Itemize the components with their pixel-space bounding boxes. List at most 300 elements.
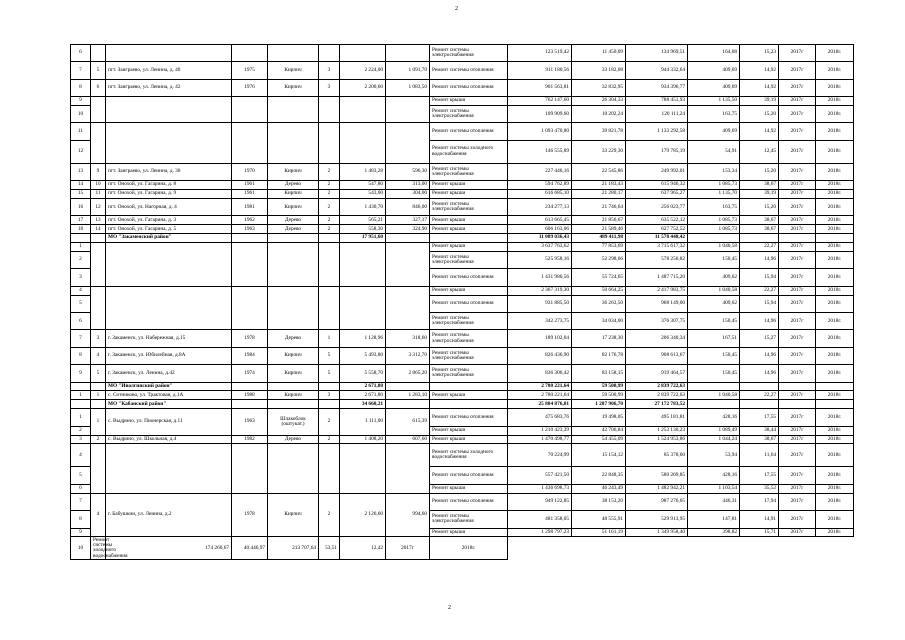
- cell-cost-total: 944 332,64: [626, 62, 688, 79]
- cell-floors: 2: [319, 409, 340, 435]
- cell-cost-control: 77 853,69: [572, 243, 626, 252]
- cell-build-year: [232, 243, 268, 287]
- cell-address: пгт. Заиграево, ул. Ленина, д. 30: [106, 163, 232, 180]
- cell-work-type: Ремонт системы отопления: [430, 269, 508, 286]
- cell-cost-control: 34 034,00: [572, 313, 626, 330]
- cell-cost-total: 1 253 130,23: [626, 426, 688, 435]
- cell-cost-total: 3 715 617,32: [626, 243, 688, 252]
- cell-unit-control: 14,96: [740, 365, 779, 382]
- cell-floors: [319, 243, 340, 287]
- cell-address: пгт. Заиграево, ул. Ленина, д. 42: [106, 79, 232, 96]
- cell-unit-cost: 1 135,70: [688, 190, 740, 199]
- cell-house-num: 9: [91, 163, 106, 180]
- cell-house-num: 13: [91, 216, 106, 225]
- cell-build-year: 1970: [232, 163, 268, 180]
- cell-cost-fund: 901 563,81: [508, 79, 572, 96]
- cell-house-num: [91, 97, 106, 123]
- cell-end-year: 2018г.: [816, 365, 854, 382]
- cell-unit-control: 22,27: [740, 243, 779, 252]
- table-row: [71, 391, 854, 400]
- cell-cost-control: 17 238,30: [572, 330, 626, 347]
- cell-unit-control: 15,20: [740, 106, 779, 123]
- cell-unit-control: 14,92: [740, 62, 779, 79]
- cell-house-num: [91, 243, 106, 287]
- cell-unit-cost: 1 044,24: [688, 435, 740, 444]
- cell-house-num: [91, 45, 106, 62]
- cell-cost-fund: 594 762,89: [508, 181, 572, 190]
- cell-cost-total: 2 839 722,63: [626, 382, 688, 391]
- cell-unit-cost: 446,31: [688, 493, 740, 510]
- cell-address: МО "Закаменский район": [106, 234, 232, 243]
- cell-build-year: 1963: [232, 225, 268, 234]
- cell-cost-control: 33 229,30: [572, 140, 626, 163]
- cell-living-area: 596,30: [386, 163, 430, 180]
- cell-address: г. Закаменск, ул. Юбилейная, д.8А: [106, 347, 232, 364]
- cell-unit-control: 12,45: [740, 140, 779, 163]
- cell-unit-control: 17,94: [740, 493, 779, 510]
- cell-start-year: 2017г: [779, 97, 816, 106]
- cell-unit-cost: 409,69: [688, 62, 740, 79]
- table-row: [71, 537, 854, 560]
- page-number-bottom: 2: [448, 605, 451, 611]
- cell-end-year: [816, 400, 854, 409]
- cell-work-type: Ремонт системы отопления: [430, 467, 508, 484]
- cell-cost-fund: 2 780 221,64: [508, 391, 572, 400]
- cell-start-year: 2017г: [779, 391, 816, 400]
- cell-unit-cost: 53,94: [688, 444, 740, 467]
- cell-cost-control: 32 832,95: [572, 79, 626, 96]
- cell-total-area: [340, 286, 386, 330]
- cell-row-num: 1: [71, 391, 91, 400]
- cell-build-year: 1976: [232, 79, 268, 96]
- cell-cost-total: 2 417 983,75: [626, 286, 688, 295]
- cell-end-year: 2018г.: [816, 251, 854, 268]
- cell-house-num: 5: [91, 365, 106, 382]
- cell-cost-control: 15 154,12: [572, 444, 626, 467]
- cell-row-num: 8: [71, 79, 91, 96]
- cell-address: г. Бабушкин, ул. Ленина, д.2: [106, 493, 232, 537]
- table-row: [71, 163, 854, 180]
- cell-row-num: [71, 234, 91, 243]
- cell-cost-control: 21 183,43: [572, 181, 626, 190]
- cell-work-type: Ремонт системы электроснабжения: [430, 347, 508, 364]
- cell-house-num: 1: [91, 409, 106, 435]
- cell-floors: [319, 286, 340, 330]
- cell-row-num: 5: [71, 467, 91, 484]
- cell-work-type: Ремонт системы электроснабжения: [430, 330, 508, 347]
- cell-start-year: 2017г: [779, 45, 816, 62]
- cell-floors: 2: [319, 181, 340, 190]
- cell-start-year: 2017г: [779, 444, 816, 467]
- cell-house-num: [91, 123, 106, 163]
- cell-cost-control: 21 589,46: [572, 225, 626, 234]
- cell-unit-cost: 164,08: [688, 45, 740, 62]
- cell-cost-control: 40 446,97: [232, 537, 268, 560]
- cell-total-area: 34 660,21: [340, 400, 386, 409]
- cell-total-area: [340, 45, 386, 62]
- cell-living-area: [386, 97, 430, 123]
- cell-total-area: 2 200,60: [340, 79, 386, 96]
- cell-living-area: [386, 286, 430, 330]
- cell-row-num: 3: [71, 435, 91, 444]
- cell-end-year: [816, 382, 854, 391]
- cell-cost-fund: 1 431 980,56: [508, 269, 572, 286]
- cell-build-year: [232, 400, 268, 409]
- cell-unit-cost: 428,16: [688, 467, 740, 484]
- table-row: [71, 286, 854, 295]
- cell-house-num: [91, 234, 106, 243]
- cell-row-num: 6: [71, 484, 91, 493]
- cell-start-year: 2017г: [779, 365, 816, 382]
- cell-cost-fund: 234 277,13: [508, 199, 572, 216]
- cell-start-year: 2017г: [779, 493, 816, 510]
- cell-unit-cost: 163,75: [688, 199, 740, 216]
- cell-cost-fund: 481 358,05: [508, 511, 572, 528]
- cell-work-type: Ремонт системы отопления: [430, 79, 508, 96]
- cell-unit-control: 38,67: [740, 216, 779, 225]
- cell-start-year: 2017г: [779, 106, 816, 123]
- cell-row-num: 4: [71, 444, 91, 467]
- cell-cost-total: 1 133 292,58: [626, 123, 688, 140]
- cell-address: [106, 444, 232, 493]
- cell-cost-fund: 70 224,99: [508, 444, 572, 467]
- cell-work-type: Ремонт системы отопления: [430, 295, 508, 312]
- table-row: [71, 493, 854, 510]
- cell-unit-control: 39,19: [740, 190, 779, 199]
- cell-end-year: 2018г.: [816, 444, 854, 467]
- table-row: [71, 97, 854, 106]
- cell-work-type: Ремонт системы электроснабжения: [430, 106, 508, 123]
- cell-start-year: 2017г: [779, 347, 816, 364]
- cell-cost-control: 1 287 906,70: [572, 400, 626, 409]
- cell-unit-cost: 150,45: [688, 347, 740, 364]
- cell-end-year: 2018г.: [816, 347, 854, 364]
- cell-work-type: Ремонт крыши: [430, 181, 508, 190]
- cell-unit-cost: 1 103,54: [688, 484, 740, 493]
- cell-row-num: 9: [71, 97, 91, 106]
- cell-row-num: 16: [71, 199, 91, 216]
- cell-unit-cost: 150,45: [688, 251, 740, 268]
- cell-cost-total: 627 752,52: [626, 225, 688, 234]
- cell-row-num: 4: [71, 286, 91, 295]
- cell-house-num: 11: [91, 190, 106, 199]
- cell-wall-material: [268, 45, 319, 62]
- cell-row-num: 1: [71, 409, 91, 426]
- cell-floors: 2: [319, 435, 340, 444]
- cell-cost-fund: 25 884 876,81: [508, 400, 572, 409]
- cell-wall-material: Кирпич: [268, 190, 319, 199]
- cell-cost-total: 85 378,60: [626, 444, 688, 467]
- cell-cost-total: 529 913,95: [626, 511, 688, 528]
- cell-row-num: 9: [71, 528, 91, 537]
- cell-living-area: 994,60: [386, 493, 430, 537]
- cell-cost-control: 48 555,91: [572, 511, 626, 528]
- cell-start-year: 2017г: [779, 330, 816, 347]
- cell-row-num: [71, 400, 91, 409]
- cell-start-year: 2017г: [779, 295, 816, 312]
- table-row: [71, 234, 854, 243]
- cell-unit-cost: 163,75: [688, 106, 740, 123]
- cell-cost-control: 38 153,20: [572, 493, 626, 510]
- cell-wall-material: [268, 444, 319, 493]
- cell-start-year: 2017г: [779, 467, 816, 484]
- cell-living-area: 615,39: [386, 409, 430, 435]
- cell-work-type: Ремонт системы электроснабжения: [430, 199, 508, 216]
- cell-address: [106, 97, 232, 123]
- cell-cost-control: 59 500,99: [572, 391, 626, 400]
- cell-build-year: [232, 97, 268, 123]
- cell-wall-material: Кирпич: [268, 79, 319, 96]
- cell-cost-fund: 525 958,16: [508, 251, 572, 268]
- cell-unit-cost: 1 135,50: [688, 97, 740, 106]
- cell-work-type: Ремонт системы отопления: [430, 123, 508, 140]
- cell-unit-control: 14,92: [740, 79, 779, 96]
- cell-cost-fund: 1 093 470,80: [508, 123, 572, 140]
- cell-build-year: 1963: [232, 409, 268, 435]
- cell-wall-material: Дерево: [268, 330, 319, 347]
- cell-cost-total: 11 578 448,42: [626, 234, 688, 243]
- cell-unit-cost: 54,91: [688, 140, 740, 163]
- cell-unit-cost: 1 085,73: [688, 225, 740, 234]
- cell-wall-material: [268, 382, 319, 391]
- cell-wall-material: Дерево: [268, 225, 319, 234]
- cell-total-area: 2 224,00: [340, 62, 386, 79]
- cell-end-year: 2018г.: [816, 163, 854, 180]
- cell-wall-material: Дерево: [268, 181, 319, 190]
- cell-row-num: 15: [71, 190, 91, 199]
- cell-start-year: 2017г: [779, 140, 816, 163]
- cell-work-type: Ремонт системы электроснабжения: [430, 365, 508, 382]
- table-row: [71, 79, 854, 96]
- cell-unit-control: 15,20: [740, 199, 779, 216]
- cell-house-num: 5: [91, 62, 106, 79]
- cell-cost-fund: 109 909,60: [508, 106, 572, 123]
- cell-living-area: 1 091,70: [386, 62, 430, 79]
- cell-build-year: [232, 123, 268, 163]
- cell-total-area: [340, 444, 386, 493]
- cell-unit-cost: 409,62: [688, 295, 740, 312]
- cell-work-type: Ремонт крыши: [430, 97, 508, 106]
- cell-cost-control: 82 176,78: [572, 347, 626, 364]
- cell-work-type: Ремонт системы электроснабжения: [430, 163, 508, 180]
- cell-wall-material: [268, 234, 319, 243]
- cell-house-num: [91, 400, 106, 409]
- cell-living-area: 324,90: [386, 225, 430, 234]
- cell-wall-material: Кирпич: [268, 347, 319, 364]
- cell-cost-total: 580 269,85: [626, 467, 688, 484]
- cell-end-year: 2018г.: [816, 140, 854, 163]
- cell-build-year: [232, 286, 268, 330]
- cell-build-year: 1982: [232, 435, 268, 444]
- cell-work-type: Ремонт системы электроснабжения: [430, 313, 508, 330]
- cell-cost-control: 489 411,98: [572, 234, 626, 243]
- cell-end-year: 2018г.: [816, 426, 854, 435]
- cell-wall-material: Кирпич: [268, 365, 319, 382]
- cell-start-year: 2017г: [779, 225, 816, 234]
- cell-living-area: [386, 234, 430, 243]
- table-row: [71, 330, 854, 347]
- cell-cost-total: 256 023,77: [626, 199, 688, 216]
- cell-living-area: 313,00: [386, 181, 430, 190]
- cell-living-area: [386, 382, 430, 391]
- cell-cost-control: 52 298,66: [572, 251, 626, 268]
- repair-register-table: [70, 44, 854, 560]
- cell-wall-material: [268, 286, 319, 330]
- cell-work-type: [430, 234, 508, 243]
- cell-floors: 2: [319, 493, 340, 537]
- table-row: [71, 45, 854, 62]
- cell-unit-cost: 1 040,58: [688, 243, 740, 252]
- cell-end-year: 2018г.: [816, 330, 854, 347]
- cell-build-year: 1961: [232, 181, 268, 190]
- cell-address: МО "Кабанский район": [106, 400, 232, 409]
- cell-floors: 5: [319, 347, 340, 364]
- cell-start-year: 2017г: [779, 163, 816, 180]
- cell-row-num: 12: [71, 140, 91, 163]
- cell-unit-cost: 409,69: [688, 79, 740, 96]
- cell-cost-fund: 342 273,75: [508, 313, 572, 330]
- cell-start-year: 2017г: [779, 426, 816, 435]
- cell-row-num: 11: [71, 123, 91, 140]
- cell-cost-total: 376 307,75: [626, 313, 688, 330]
- cell-unit-cost: 1 085,73: [688, 216, 740, 225]
- cell-end-year: 2018г.: [816, 79, 854, 96]
- cell-living-area: [386, 400, 430, 409]
- cell-cost-total: 1 524 953,86: [626, 435, 688, 444]
- cell-total-area: 565,21: [340, 216, 386, 225]
- cell-floors: 2: [319, 190, 340, 199]
- cell-total-area: 1 430,70: [340, 199, 386, 216]
- cell-address: [106, 286, 232, 330]
- cell-wall-material: [268, 243, 319, 287]
- cell-end-year: 2018г.: [816, 493, 854, 510]
- cell-end-year: 2018г.: [816, 484, 854, 493]
- cell-address: пгт. Онохой, ул. Гагарина, д. 5: [106, 225, 232, 234]
- cell-end-year: 2018г.: [816, 409, 854, 426]
- cell-floors: 5: [319, 365, 340, 382]
- cell-start-year: 2017г: [779, 62, 816, 79]
- table-row: [71, 123, 854, 140]
- cell-cost-control: 83 158,15: [572, 365, 626, 382]
- cell-row-num: 5: [71, 295, 91, 312]
- cell-cost-total: 495 181,81: [626, 409, 688, 426]
- cell-cost-control: 36 263,50: [572, 295, 626, 312]
- cell-unit-cost: [688, 382, 740, 391]
- cell-floors: 2: [319, 216, 340, 225]
- cell-start-year: 2017г: [779, 484, 816, 493]
- cell-cost-total: 987 276,05: [626, 493, 688, 510]
- cell-unit-control: 11,64: [740, 444, 779, 467]
- cell-cost-total: 2 839 722,63: [626, 391, 688, 400]
- cell-end-year: 2018г.: [430, 537, 508, 560]
- table-row: [71, 190, 854, 199]
- cell-living-area: 1 283,10: [386, 391, 430, 400]
- cell-start-year: 2017г: [779, 511, 816, 528]
- cell-row-num: 7: [71, 330, 91, 347]
- table-row: [71, 243, 854, 252]
- cell-work-type: Ремонт системы холодного водоснабжения: [91, 537, 106, 560]
- cell-work-type: Ремонт системы электроснабжения: [430, 45, 508, 62]
- cell-cost-fund: 174 260,67: [106, 537, 232, 560]
- cell-cost-total: 934 396,77: [626, 79, 688, 96]
- cell-cost-fund: 123 519,42: [508, 45, 572, 62]
- cell-work-type: Ремонт системы холодного водоснабжения: [430, 444, 508, 467]
- cell-cost-fund: 616 685,10: [508, 190, 572, 199]
- cell-address: пгт. Онохой, ул. Гагарина, д. 8: [106, 181, 232, 190]
- cell-floors: [319, 97, 340, 123]
- cell-cost-control: 22 848,35: [572, 467, 626, 484]
- cell-end-year: 2018г.: [816, 62, 854, 79]
- cell-end-year: 2018г.: [816, 45, 854, 62]
- cell-total-area: [340, 97, 386, 123]
- table-row: [71, 225, 854, 234]
- cell-build-year: 1974: [232, 365, 268, 382]
- cell-work-type: Ремонт крыши: [430, 243, 508, 252]
- cell-work-type: Ремонт системы отопления: [430, 409, 508, 426]
- cell-start-year: 2017г: [779, 190, 816, 199]
- cell-start-year: 2017г: [779, 251, 816, 268]
- cell-living-area: [386, 45, 430, 62]
- cell-cost-fund: 836 306,42: [508, 365, 572, 382]
- cell-cost-control: 46 243,49: [572, 484, 626, 493]
- cell-floors: [319, 123, 340, 163]
- cell-cost-control: 33 182,08: [572, 62, 626, 79]
- cell-cost-fund: 146 555,89: [508, 140, 572, 163]
- cell-build-year: 1962: [232, 216, 268, 225]
- cell-living-area: 318,60: [386, 330, 430, 347]
- cell-address: с. Выдрино, ул. Пионерская, д.11: [106, 409, 232, 435]
- cell-end-year: 2018г.: [816, 243, 854, 252]
- cell-end-year: 2018г.: [816, 123, 854, 140]
- cell-cost-fund: 606 163,06: [508, 225, 572, 234]
- cell-build-year: 1978: [232, 330, 268, 347]
- cell-cost-total: 206 340,34: [626, 330, 688, 347]
- cell-unit-control: 15,94: [740, 295, 779, 312]
- cell-unit-control: 15,27: [740, 330, 779, 347]
- cell-house-num: 1: [91, 391, 106, 400]
- cell-total-area: 1 111,00: [340, 409, 386, 435]
- cell-cost-fund: 2 780 221,64: [508, 382, 572, 391]
- cell-house-num: 2: [91, 435, 106, 444]
- cell-floors: [319, 234, 340, 243]
- cell-row-num: 8: [71, 511, 91, 528]
- cell-unit-cost: 428,16: [688, 409, 740, 426]
- cell-cost-control: 11 450,09: [572, 45, 626, 62]
- cell-row-num: 6: [71, 45, 91, 62]
- cell-wall-material: Кирпич: [268, 62, 319, 79]
- cell-unit-control: 14,96: [740, 313, 779, 330]
- cell-cost-fund: 613 665,45: [508, 216, 572, 225]
- table-row: [71, 435, 854, 444]
- cell-wall-material: Дерево: [268, 216, 319, 225]
- cell-work-type: Ремонт крыши: [430, 286, 508, 295]
- cell-row-num: 7: [71, 62, 91, 79]
- cell-total-area: 2 671,80: [340, 391, 386, 400]
- cell-floors: 2: [319, 225, 340, 234]
- cell-house-num: 14: [91, 225, 106, 234]
- cell-total-area: 547,80: [340, 181, 386, 190]
- cell-address: пгт. Онохой, ул. Гагарина, д. 3: [106, 216, 232, 225]
- table-row: [71, 409, 854, 426]
- cell-living-area: [386, 243, 430, 287]
- cell-unit-control: 15,71: [740, 528, 779, 537]
- cell-row-num: 1: [71, 243, 91, 252]
- cell-floors: 1: [319, 330, 340, 347]
- cell-total-area: 1 128,96: [340, 330, 386, 347]
- cell-cost-total: 249 992,01: [626, 163, 688, 180]
- cell-unit-cost: 53,51: [319, 537, 340, 560]
- cell-cost-control: 59 500,99: [572, 382, 626, 391]
